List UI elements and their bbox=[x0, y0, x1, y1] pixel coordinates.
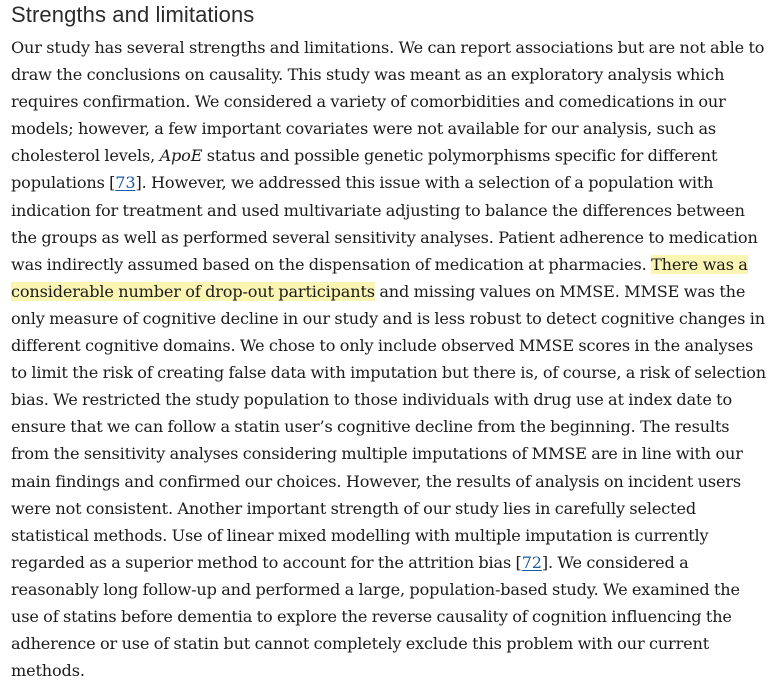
paragraph-text: ]. However, we addressed this issue with a selection of a population with indication for treatment and used multivariate adjusting to balance the differences between the groups as well as performed several sensitivity analyses. Patient adherence to medication was indirectly assumed based on the dispensation of medication at pharmacies. bbox=[11, 173, 758, 274]
paragraph-text: status and possible genetic polymorphisms specific for different populations [ bbox=[11, 146, 718, 193]
gene-term: ApoE bbox=[159, 146, 203, 166]
section-heading: Strengths and limitations bbox=[11, 2, 255, 27]
paragraph-text: and missing values on MMSE. MMSE was the only measure of cognitive decline in our study and is less robust to detect cognitive changes in different cognitive domains. We chose to only include observed MMSE scores in the analyses to limit the risk of creating false data with imputation but there is, of course, a risk of selection bias. We restricted the study population to those individuals with drug use at index date to ensure that we can follow a statin user’s cognitive decline from the beginning. The results from the sensitivity analyses considering multiple imputations of MMSE are in line with our main findings and confirmed our choices. However, the results of analysis on incident users were not consistent. Another important strength of our study lies in carefully selected statistical methods. Use of linear mixed modelling with multiple imputation is currently regarded as a superior method to account for the attrition bias [ bbox=[11, 281, 766, 572]
reference-link-73[interactable]: 73 bbox=[115, 173, 136, 193]
highlighted-text[interactable]: There was a considerable number of drop-out participants bbox=[11, 254, 748, 301]
paragraph-text: ]. We considered a reasonably long follow-up and performed a large, population-based study. We examined the use of statins before dementia to explore the reverse causality of cognition influencing the adherence or use of statin but cannot completely exclude this problem with our current methods. bbox=[11, 552, 740, 681]
body-paragraph bbox=[11, 34, 770, 684]
reference-link-72[interactable]: 72 bbox=[521, 552, 542, 572]
paragraph-text: Our study has several strengths and limitations. We can report associations but are not able to draw the conclusions on causality. This study was meant as an exploratory analysis which requires confirmation. We considered a variety of comorbidities and comedications in our models; however, a few important covariates were not available for our analysis, such as cholesterol levels, bbox=[11, 38, 765, 166]
